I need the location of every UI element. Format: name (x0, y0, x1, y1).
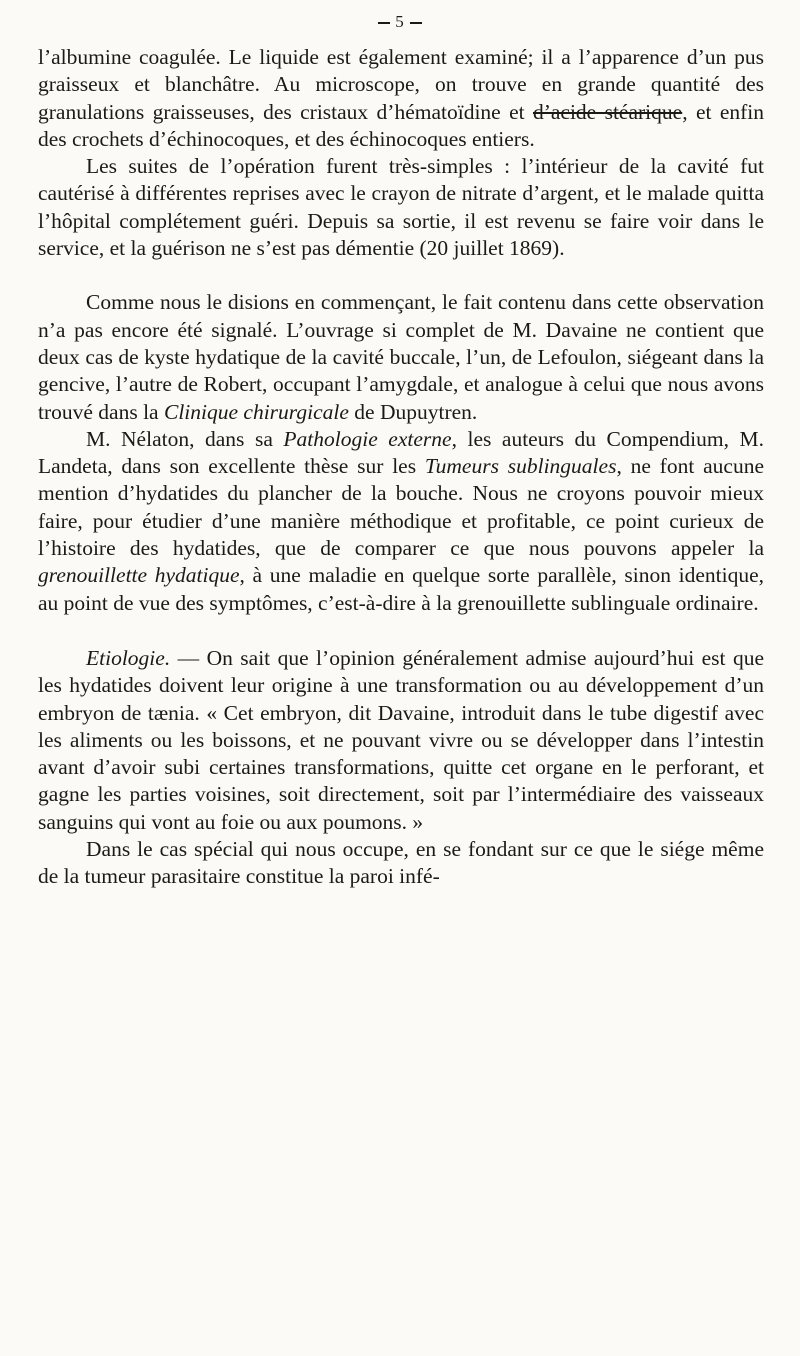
paragraph-discussion (38, 289, 764, 425)
page-number: 5 (0, 8, 800, 35)
paragraph-text: Comme nous le disions en commençant, le fait contenu dans cette observation n’a pas encore été signalé. L’ouvrage si complet de M. Davaine ne contient que deux cas de kyste hydatique de la cavité buccale, l’un, de Lefoulon, siégeant dans la gencive, l’autre de Robert, occupant l’amygdale, et analogue à celui que nous avons trouvé dans la (38, 290, 764, 424)
paragraph-text: , ne font aucune mention d’hydatides du plancher de la bouche. Nous ne croyons pouvoir mieux faire, pour étudier d’une manière méthodique et profitable, ce point curieux de l’histoire des hydatides, que de comparer ce que nous pouvons appeler la (38, 454, 764, 561)
book-title: Clinique chirurgicale (163, 399, 349, 424)
paragraph-text: — On sait que l’opinion généralement admise aujourd’hui est que les hydatides doivent leur origine à une transformation ou au développement d’un embryon de tænia. « Cet embryon, dit Davaine, introduit dans le tube digestif avec les aliments ou les boissons, et ne pouvant vivre ou se développer dans l’intestin avant d’avoir subi certaines transformations, quitte cet organe en le perforant, et gagne les parties voisines, soit directement, soit par l’intermédiaire des vaisseaux sanguins qui vont au foie ou aux poumons. » (38, 645, 764, 834)
paragraph-text: , et enfin des crochets d’échinocoques, et des échinocoques entiers. (38, 99, 764, 151)
paragraph-text: M. Nélaton, dans sa (86, 426, 284, 451)
paragraph-text: de Dupuytren. (348, 399, 478, 424)
paragraph-etiology (38, 645, 764, 836)
book-title: Pathologie externe (283, 426, 452, 451)
book-title: Tumeurs sublinguales (424, 454, 617, 479)
paragraph-results (38, 44, 764, 153)
body-text (38, 44, 764, 891)
paragraph-special-case: Dans le cas spécial qui nous occupe, en se fondant sur ce que le siége même de la tumeur parasitaire constitue la paroi infé- (38, 837, 764, 889)
paragraph-text: , les auteurs du Compendium, M. Landeta, dans son excellente thèse sur les (38, 426, 765, 479)
paragraph-text: l’albumine coagulée. Le liquide est également examiné; il a l’apparence d’un pus graisseux et blanchâtre. Au microscope, on trouve en grande quantité des granulations graisseuses, des cristaux d’hématoïdine et (38, 45, 764, 124)
paragraph-text: , à une maladie en quelque sorte parallèle, sinon identique, au point de vue des symptômes, c’est-à-dire à la grenouillette sublinguale ordinaire. (38, 563, 764, 615)
term-italic: grenouillette hydatique (38, 563, 240, 588)
section-heading: Etiologie. (86, 645, 171, 670)
struck-text: d’acide stéarique (532, 99, 683, 124)
paragraph-literature (38, 426, 764, 617)
paragraph-outcome: Les suites de l’opération furent très-simples : l’intérieur de la cavité fut cautérisé à différentes reprises avec le crayon de nitrate d’argent, et le malade quitta l’hôpital complétement guéri. Depuis sa sortie, il est revenu se faire voir dans le service, et la guérison ne s’est pas démentie (20 juillet 1869). (38, 154, 764, 261)
